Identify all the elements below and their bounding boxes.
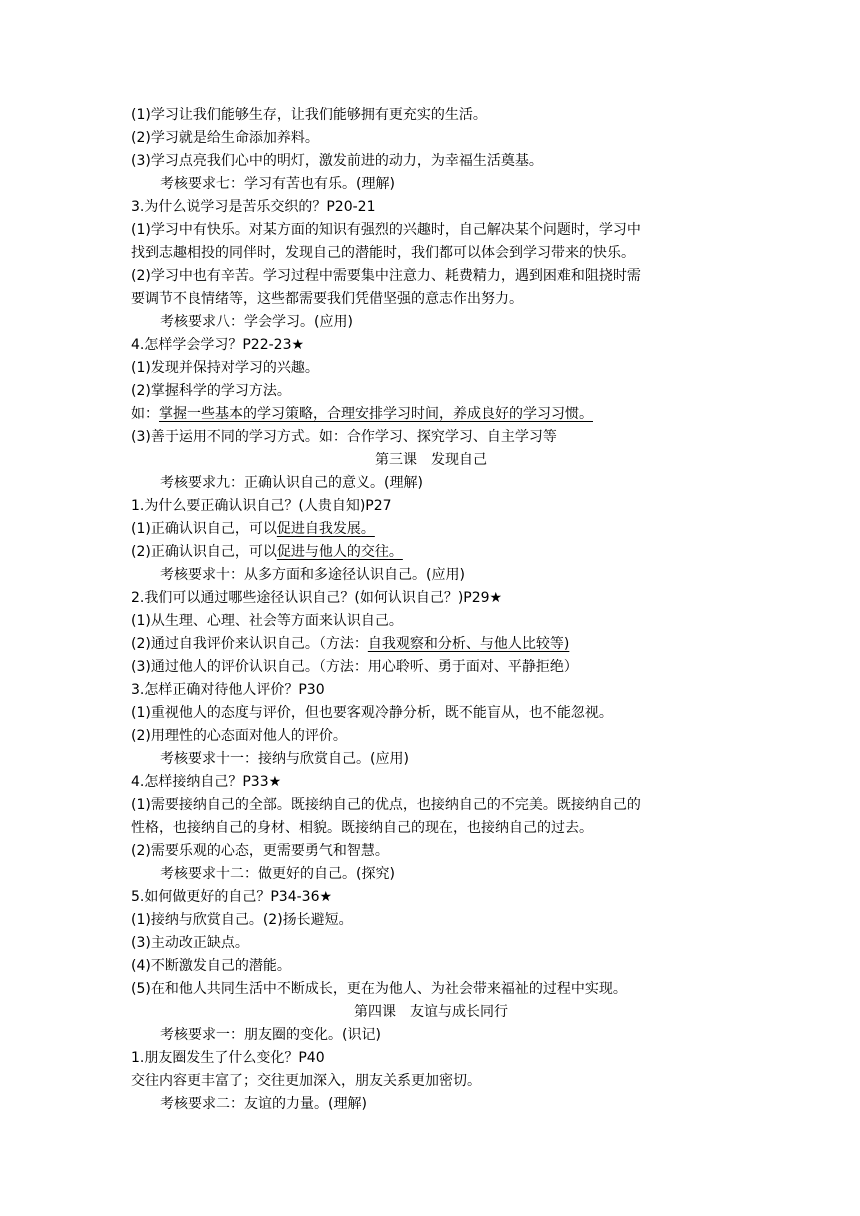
lesson-title: 第三课 发现自己: [375, 452, 487, 468]
text-line: 性格，也接纳自己的身材、相貌。既接纳自己的现在，也接纳自己的过去。: [131, 820, 593, 836]
requirement-heading: 考核要求九：正确认识自己的意义。(理解): [160, 475, 423, 491]
text-line: (2)需要乐观的心态，更需要勇气和智慧。: [131, 843, 389, 859]
underlined-text: 掌握一些基本的学习策略，合理安排学习时间，养成良好的学习习惯。: [159, 406, 593, 422]
question-heading: 3.怎样正确对待他人评价？P30: [131, 682, 325, 698]
lesson-title: 第四课 友谊与成长同行: [354, 1004, 508, 1020]
underlined-text: 促进与他人的交往。: [276, 544, 403, 560]
question-heading: 1.为什么要正确认识自己？(人贵自知)P27: [131, 498, 392, 514]
text-line: (1)从生理、心理、社会等方面来认识自己。: [131, 613, 403, 629]
text-line: [131, 518, 731, 540]
text-line: (1)发现并保持对学习的兴趣。: [131, 360, 319, 376]
question-heading: 5.如何做更好的自己？P34-36★: [131, 889, 333, 905]
requirement-heading: 考核要求十二：做更好的自己。(探究): [160, 866, 395, 882]
requirement-heading: 考核要求十一：接纳与欣赏自己。(应用): [160, 751, 409, 767]
text-line: (3)主动改正缺点。: [131, 935, 249, 951]
text-line: (2)掌握科学的学习方法。: [131, 383, 291, 399]
text-line: (5)在和他人共同生活中不断成长，更在为他人、为社会带来福祉的过程中实现。: [131, 981, 627, 997]
question-heading: 2.我们可以通过哪些途径认识自己？(如何认识自己？)P29★: [131, 590, 503, 606]
text-line: (4)不断激发自己的潜能。: [131, 958, 291, 974]
requirement-heading: 考核要求十：从多方面和多途径认识自己。(应用): [160, 567, 465, 583]
text-line: (2)用理性的心态面对他人的评价。: [131, 728, 347, 744]
text-line: (3)善于运用不同的学习方式。如：合作学习、探究学习、自主学习等: [131, 429, 557, 445]
question-heading: 4.怎样接纳自己？P33★: [131, 774, 282, 790]
text-line: (1)接纳与欣赏自己。(2)扬长避短。: [131, 912, 353, 928]
text-prefix: (2)正确认识自己，可以: [131, 544, 277, 560]
text-line: (1)学习中有快乐。对某方面的知识有强烈的兴趣时，自己解决某个问题时，学习中: [131, 222, 641, 238]
text-line: 交往内容更丰富了；交往更加深入，朋友关系更加密切。: [131, 1073, 481, 1089]
question-heading: 3.为什么说学习是苦乐交织的？P20-21: [131, 199, 376, 215]
text-line: (3)通过他人的评价认识自己。（方法：用心聆听、勇于面对、平静拒绝）: [131, 659, 578, 675]
text-prefix: (2)通过自我评价来认识自己。（方法：: [131, 636, 368, 652]
requirement-heading: 考核要求二：友谊的力量。(理解): [160, 1096, 367, 1112]
text-line: [131, 541, 731, 563]
text-line: (1)需要接纳自己的全部。既接纳自己的优点，也接纳自己的不完美。既接纳自己的: [131, 797, 641, 813]
question-heading: 1.朋友圈发生了什么变化？P40: [131, 1050, 325, 1066]
requirement-heading: 考核要求一：朋友圈的变化。(识记): [160, 1027, 381, 1043]
text-line: (1)学习让我们能够生存，让我们能够拥有更充实的生活。: [131, 107, 487, 123]
question-heading: 4.怎样学会学习？P22-23★: [131, 337, 305, 353]
text-prefix: 如：: [131, 406, 159, 422]
text-line: [131, 633, 731, 655]
underlined-text: 自我观察和分析、与他人比较等): [367, 636, 570, 652]
text-line: (2)学习中也有辛苦。学习过程中需要集中注意力、耗费精力，遇到困难和阻挠时需: [131, 268, 641, 284]
text-line: 要调节不良情绪等，这些都需要我们凭借坚强的意志作出努力。: [131, 291, 523, 307]
text-line: (3)学习点亮我们心中的明灯，激发前进的动力，为幸福生活奠基。: [131, 153, 543, 169]
text-line: (1)重视他人的态度与评价，但也要客观冷静分析，既不能盲从，也不能忽视。: [131, 705, 613, 721]
underlined-text: 促进自我发展。: [276, 521, 375, 537]
text-prefix: (1)正确认识自己，可以: [131, 521, 277, 537]
text-line: (2)学习就是给生命添加养料。: [131, 130, 319, 146]
requirement-heading: 考核要求七：学习有苦也有乐。(理解): [160, 176, 395, 192]
text-line: [131, 403, 731, 425]
requirement-heading: 考核要求八：学会学习。(应用): [160, 314, 353, 330]
text-line: 找到志趣相投的同伴时，发现自己的潜能时，我们都可以体会到学习带来的快乐。: [131, 245, 635, 261]
